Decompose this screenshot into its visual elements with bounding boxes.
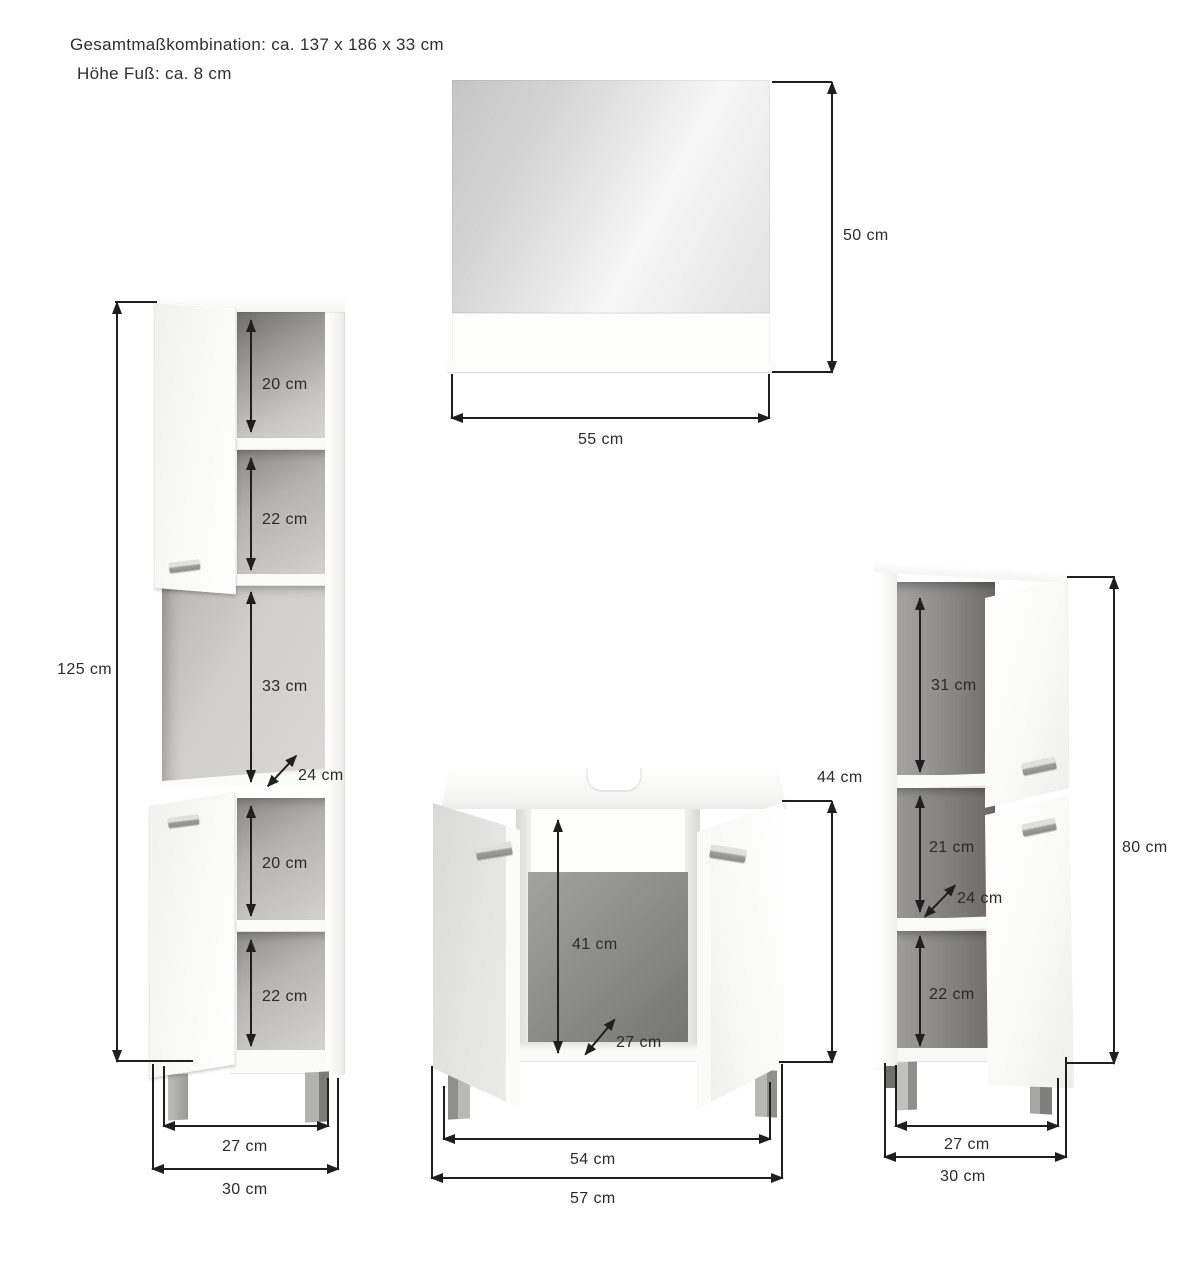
tall-cabinet-lower-door	[150, 793, 235, 1078]
tall-cabinet-width-label: 30 cm	[222, 1181, 268, 1198]
sink-cabinet-width-extension-right	[781, 1064, 783, 1178]
side-cabinet-compartment-2-arrow	[919, 796, 921, 912]
mirror-width-extension-right	[768, 374, 770, 418]
tall-cabinet-feet-extension-left	[163, 1066, 165, 1126]
side-cabinet-feet-extension-left	[895, 1065, 897, 1126]
tall-cabinet-feet-width-arrow	[163, 1125, 329, 1127]
sink-cabinet-width-extension-left	[431, 1066, 433, 1178]
tall-cabinet-shelf-2	[237, 574, 327, 586]
tall-cabinet-upper-door	[155, 302, 236, 594]
sink-cabinet-feet-extension-left	[443, 1086, 445, 1139]
mirror-width-dimension-arrow	[451, 417, 770, 419]
side-cabinet-height-extension-bottom	[1067, 1062, 1115, 1064]
side-cabinet-compartment-3-label: 22 cm	[929, 986, 975, 1003]
tall-cabinet-feet-extension-right	[327, 1078, 329, 1126]
sink-cabinet-pipe-notch	[586, 768, 642, 792]
tall-cabinet-width-arrow	[152, 1168, 339, 1170]
tall-cabinet-width-extension-right	[337, 1078, 339, 1169]
sink-cabinet-width-label: 57 cm	[570, 1190, 616, 1207]
sink-cabinet-feet-extension-right	[769, 1082, 771, 1139]
tall-cabinet-compartment-5-label: 22 cm	[262, 988, 308, 1005]
side-cabinet-height-arrow	[1113, 577, 1115, 1064]
tall-cabinet-niche-label: 33 cm	[262, 678, 308, 695]
side-cabinet-lower-door	[985, 793, 1074, 1092]
tall-cabinet-shelf-1	[237, 438, 327, 450]
mirror-width-label: 55 cm	[578, 431, 624, 448]
mirror-frame	[452, 313, 770, 362]
tall-cabinet-width-extension-left	[152, 1064, 154, 1169]
mirror-height-dimension-arrow	[831, 82, 833, 373]
sink-cabinet-floor	[514, 1042, 700, 1062]
side-cabinet-width-extension-left	[884, 1063, 886, 1158]
sink-cabinet-inner-height-label: 41 cm	[572, 936, 618, 953]
side-cabinet-width-label: 30 cm	[940, 1168, 986, 1185]
tall-cabinet-shelf-3	[237, 920, 327, 932]
mirror-width-extension-left	[451, 374, 453, 418]
mirror-glass	[452, 80, 770, 313]
tall-cabinet-height-extension-bottom	[116, 1060, 193, 1062]
tall-cabinet-compartment-1-arrow	[250, 320, 252, 432]
side-cabinet-feet-extension-right	[1057, 1078, 1059, 1126]
sink-cabinet-width-arrow	[431, 1177, 783, 1179]
mirror-height-label: 50 cm	[843, 227, 889, 244]
side-cabinet-feet-width-arrow	[895, 1125, 1059, 1127]
sink-cabinet-height-arrow	[831, 801, 833, 1063]
side-cabinet-compartment-1-label: 31 cm	[931, 677, 977, 694]
sink-cabinet-height-extension-top	[782, 800, 832, 802]
sink-cabinet-height-extension-bottom	[779, 1061, 832, 1063]
sink-cabinet-inner-height-arrow	[557, 820, 559, 1053]
side-cabinet-foot-left	[897, 1061, 917, 1110]
side-cabinet-bottom-panel	[893, 1048, 997, 1062]
side-cabinet-left-side-panel	[875, 563, 897, 1068]
tall-cabinet-foot-right	[305, 1071, 329, 1122]
side-cabinet-compartment-2-label: 21 cm	[929, 839, 975, 856]
foot-height-text: Höhe Fuß: ca. 8 cm	[77, 64, 232, 83]
tall-cabinet-foot-left	[168, 1073, 188, 1120]
side-cabinet-upper-door	[985, 576, 1069, 810]
overall-dimensions-text: Gesamtmaßkombination: ca. 137 x 186 x 33 cm	[70, 35, 444, 54]
tall-cabinet-height-dimension-arrow	[116, 302, 118, 1062]
tall-cabinet-compartment-4-label: 20 cm	[262, 855, 308, 872]
side-cabinet-compartment-3-arrow	[919, 936, 921, 1046]
mirror-height-extension-top	[772, 81, 832, 83]
tall-cabinet-right-side-panel	[325, 298, 345, 1075]
side-cabinet-depth-label: 24 cm	[957, 890, 1003, 907]
side-cabinet-height-extension-top	[1067, 576, 1115, 578]
side-cabinet-width-extension-right	[1065, 1057, 1067, 1158]
side-cabinet-top-panel	[874, 561, 1067, 583]
tall-cabinet-compartment-1-label: 20 cm	[262, 376, 308, 393]
side-cabinet-width-arrow	[884, 1156, 1067, 1158]
tall-cabinet-depth-label: 24 cm	[298, 767, 344, 784]
mirror-shelf	[447, 362, 774, 373]
tall-cabinet-compartment-4-arrow	[250, 806, 252, 916]
side-cabinet-height-label: 80 cm	[1122, 839, 1168, 856]
sink-cabinet-depth-label: 27 cm	[616, 1034, 662, 1051]
sink-cabinet-feet-width-arrow	[443, 1138, 771, 1140]
tall-cabinet-niche-arrow	[250, 592, 252, 782]
tall-cabinet-height-label: 125 cm	[57, 661, 112, 678]
sink-cabinet-feet-width-label: 54 cm	[570, 1151, 616, 1168]
side-cabinet-compartment-1-arrow	[919, 598, 921, 772]
side-cabinet-feet-width-label: 27 cm	[944, 1136, 990, 1153]
tall-cabinet-compartment-2-arrow	[250, 458, 252, 570]
tall-cabinet-bottom-panel	[230, 1050, 335, 1074]
sink-cabinet-height-label: 44 cm	[817, 769, 863, 786]
tall-cabinet-feet-width-label: 27 cm	[222, 1138, 268, 1155]
tall-cabinet-compartment-5-arrow	[250, 940, 252, 1046]
tall-cabinet-compartment-2-label: 22 cm	[262, 511, 308, 528]
mirror-height-extension-bottom	[772, 371, 832, 373]
